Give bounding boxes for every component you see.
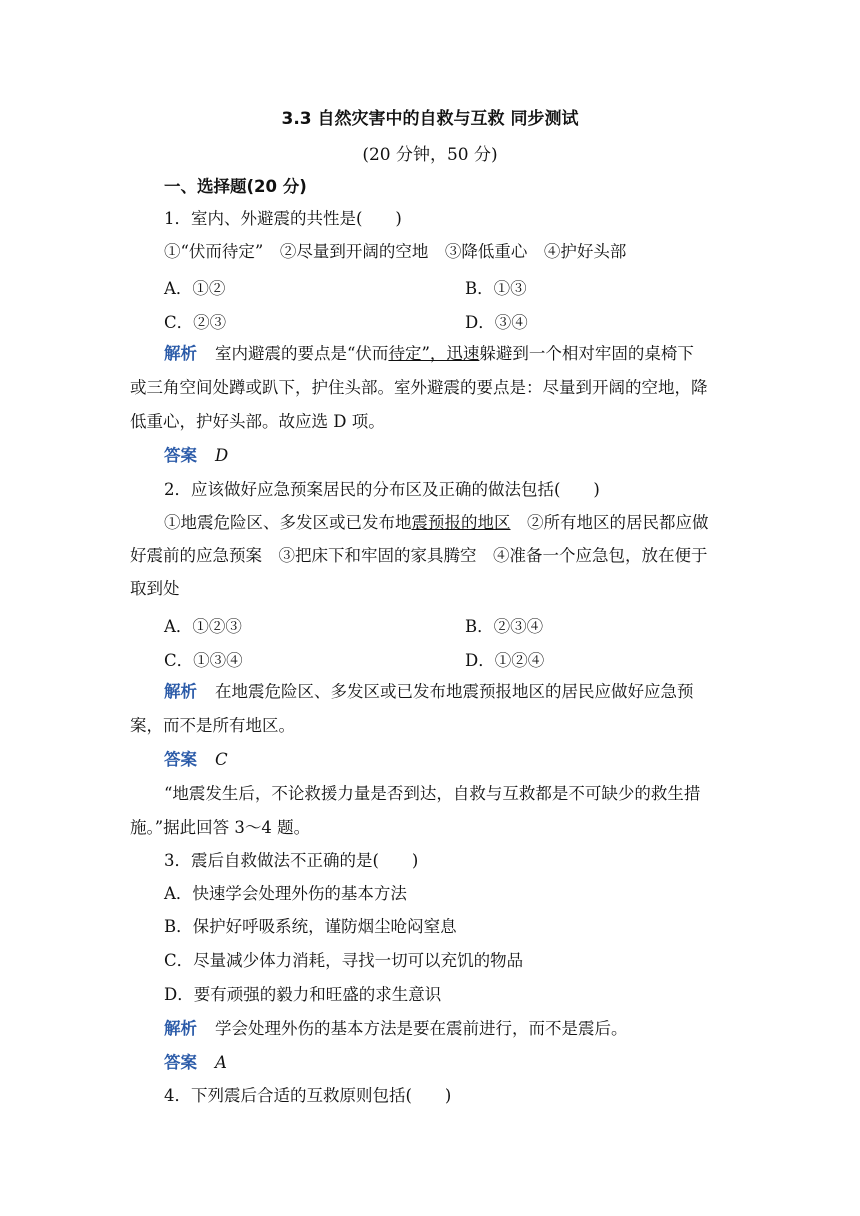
explanation-label: 解析: [164, 682, 197, 701]
passage-line-1: “地震发生后，不论救援力量是否到达，自救与互救都是不可缺少的救生措: [164, 784, 701, 803]
question-2-items-line-3: 取到处: [130, 579, 180, 598]
question-1-option-b: B．①③: [465, 279, 527, 298]
question-2-option-b: B．②③④: [465, 617, 544, 636]
question-3-stem: 3．震后自救做法不正确的是( ): [164, 851, 419, 870]
question-2-stem: 2．应该做好应急预案居民的分布区及正确的做法包括( ): [164, 480, 600, 499]
question-4-stem: 4．下列震后合适的互救原则包括( ): [164, 1086, 452, 1105]
question-2-explanation-line-2: 案，而不是所有地区。: [130, 716, 295, 735]
page-title: 3.3 自然灾害中的自救与互救 同步测试: [281, 109, 579, 129]
page-subtitle: (20 分钟，50 分): [362, 145, 498, 165]
question-2-explanation-line-1: 解析 在地震危险区、多发区或已发布地震预报地区的居民应做好应急预: [164, 682, 694, 701]
question-1-stem: 1．室内、外避震的共性是( ): [164, 209, 402, 228]
question-1-items: ①“伏而待定” ②尽量到开阔的空地 ③降低重心 ④护好头部: [164, 242, 627, 261]
question-3-option-a: A．快速学会处理外伤的基本方法: [164, 884, 407, 903]
explanation-label: 解析: [164, 1019, 197, 1038]
answer-label: 答案: [164, 750, 197, 769]
question-1-explanation-line-2: 或三角空间处蹲或趴下，护住头部。室外避震的要点是：尽量到开阔的空地，降: [130, 378, 708, 397]
question-2-answer: [164, 749, 228, 771]
question-2-option-d: D．①②④: [465, 651, 545, 670]
answer-value: A: [215, 1053, 227, 1072]
question-2-option-c: C．①③④: [164, 651, 243, 670]
section-heading: 一、选择题(20 分): [164, 177, 307, 196]
question-1-option-a: A．①②: [164, 279, 226, 298]
answer-label: 答案: [164, 446, 197, 465]
question-3-explanation: 解析 学会处理外伤的基本方法是要在震前进行，而不是震后。: [164, 1019, 628, 1038]
answer-value: D: [215, 446, 229, 465]
answer-value: C: [215, 750, 228, 769]
passage-line-2: 施。”据此回答 3～4 题。: [130, 818, 311, 837]
question-2-items-line-2: 好震前的应急预案 ③把床下和牢固的家具腾空 ④准备一个应急包，放在便于: [130, 546, 708, 565]
question-3-option-d: D．要有顽强的毅力和旺盛的求生意识: [164, 985, 442, 1004]
question-1-explanation-line-3: 低重心，护好头部。故应选 D 项。: [130, 412, 385, 431]
question-1-explanation-line-1: 解析 室内避震的要点是“伏而待定”，迅速躲避到一个相对牢固的桌椅下: [164, 344, 694, 363]
question-1-option-d: D．③④: [465, 313, 528, 332]
answer-label: 答案: [164, 1053, 197, 1072]
question-1-option-c: C．②③: [164, 313, 227, 332]
question-3-answer: [164, 1052, 227, 1074]
question-2-items-line-1: ①地震危险区、多发区或已发布地震预报的地区 ②所有地区的居民都应做: [164, 513, 709, 532]
question-2-option-a: A．①②③: [164, 617, 242, 636]
question-1-answer: [164, 445, 228, 467]
question-3-option-c: C．尽量减少体力消耗，寻找一切可以充饥的物品: [164, 951, 524, 970]
explanation-label: 解析: [164, 344, 197, 363]
question-3-option-b: B．保护好呼吸系统，谨防烟尘呛闷窒息: [164, 917, 457, 936]
